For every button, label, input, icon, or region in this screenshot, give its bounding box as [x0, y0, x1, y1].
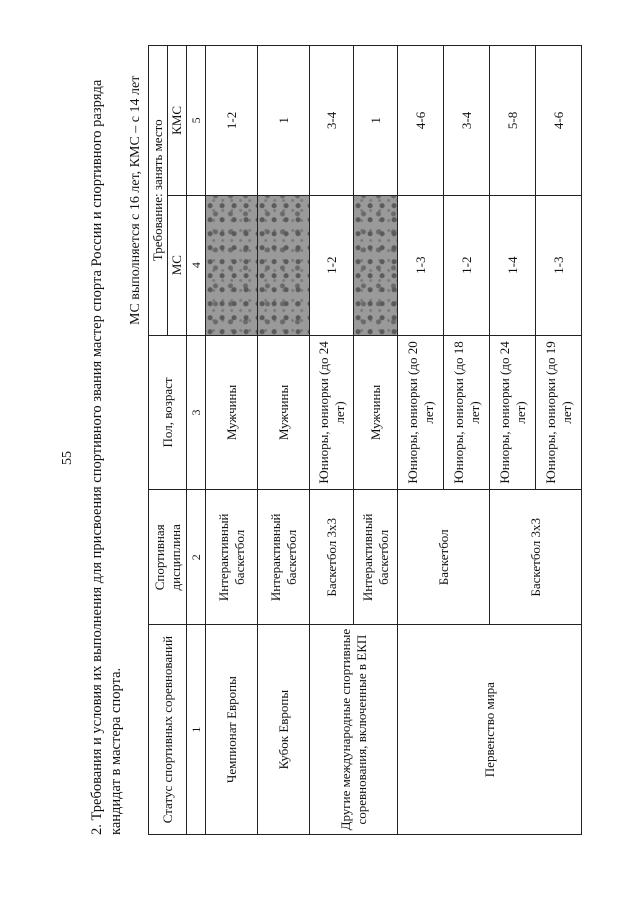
page-number: 55: [60, 451, 75, 465]
header-discipline: Спортивная дисциплина: [149, 490, 187, 625]
intro-paragraph: 2. Требования и условия их выполнения для присвоения спортивного звания мастер спорта России и спортивного разряда кандидат в мастера спорта.: [89, 79, 124, 835]
sex-age-cell: Юниоры, юниорки (до 19 лет): [536, 335, 582, 490]
status-cell: Первенство мира: [398, 625, 582, 835]
header-sex-age: Пол, возраст: [149, 335, 187, 490]
sex-age-cell: Юниоры, юниорки (до 20 лет): [398, 335, 444, 490]
col-number: 5: [187, 46, 206, 196]
col-number: 3: [187, 335, 206, 490]
ms-cell-shaded: [258, 195, 310, 335]
kms-cell: 4-6: [536, 46, 582, 196]
kms-cell: 3-4: [444, 46, 490, 196]
kms-cell: 1-2: [206, 46, 258, 196]
ms-cell-shaded: [206, 195, 258, 335]
col-number: 1: [187, 625, 206, 835]
status-cell: Чемпионат Европы: [206, 625, 258, 835]
header-status: Статус спортивных соревнований: [149, 625, 187, 835]
header-kms: КМС: [168, 46, 187, 196]
sex-age-cell: Юниоры, юниорки (до 18 лет): [444, 335, 490, 490]
ms-cell-shaded: [354, 195, 398, 335]
kms-cell: 1: [258, 46, 310, 196]
kms-cell: 1: [354, 46, 398, 196]
ms-cell: 1-2: [310, 195, 354, 335]
ms-cell: 1-4: [490, 195, 536, 335]
ms-cell: 1-2: [444, 195, 490, 335]
table-row: [398, 46, 444, 835]
discipline-cell: Баскетбол 3х3: [310, 490, 354, 625]
sex-age-cell: Юниоры, юниорки (до 24 лет): [490, 335, 536, 490]
requirements-table: [148, 45, 582, 835]
status-cell: Другие международные спортивные соревнования, включенные в ЕКП: [310, 625, 398, 835]
table-row: [310, 46, 354, 835]
ms-cell: 1-3: [398, 195, 444, 335]
table-row: [206, 46, 258, 835]
col-number: 2: [187, 490, 206, 625]
sex-age-cell: Мужчины: [206, 335, 258, 490]
discipline-cell: Баскетбол: [398, 490, 490, 625]
discipline-cell: Интерактивный баскетбол: [206, 490, 258, 625]
discipline-cell: Интерактивный баскетбол: [354, 490, 398, 625]
ms-cell: 1-3: [536, 195, 582, 335]
discipline-cell: Интерактивный баскетбол: [258, 490, 310, 625]
status-cell: Кубок Европы: [258, 625, 310, 835]
kms-cell: 5-8: [490, 46, 536, 196]
sex-age-cell: Юниоры, юниорки (до 24 лет): [310, 335, 354, 490]
header-requirement: Требование: занять место: [149, 46, 168, 336]
kms-cell: 4-6: [398, 46, 444, 196]
sex-age-cell: Мужчины: [354, 335, 398, 490]
kms-cell: 3-4: [310, 46, 354, 196]
header-ms: МС: [168, 195, 187, 335]
table-row: [258, 46, 310, 835]
sex-age-cell: Мужчины: [258, 335, 310, 490]
discipline-cell: Баскетбол 3х3: [490, 490, 582, 625]
age-note: МС выполняется с 16 лет, КМС – с 14 лет: [128, 75, 143, 325]
col-number: 4: [187, 195, 206, 335]
